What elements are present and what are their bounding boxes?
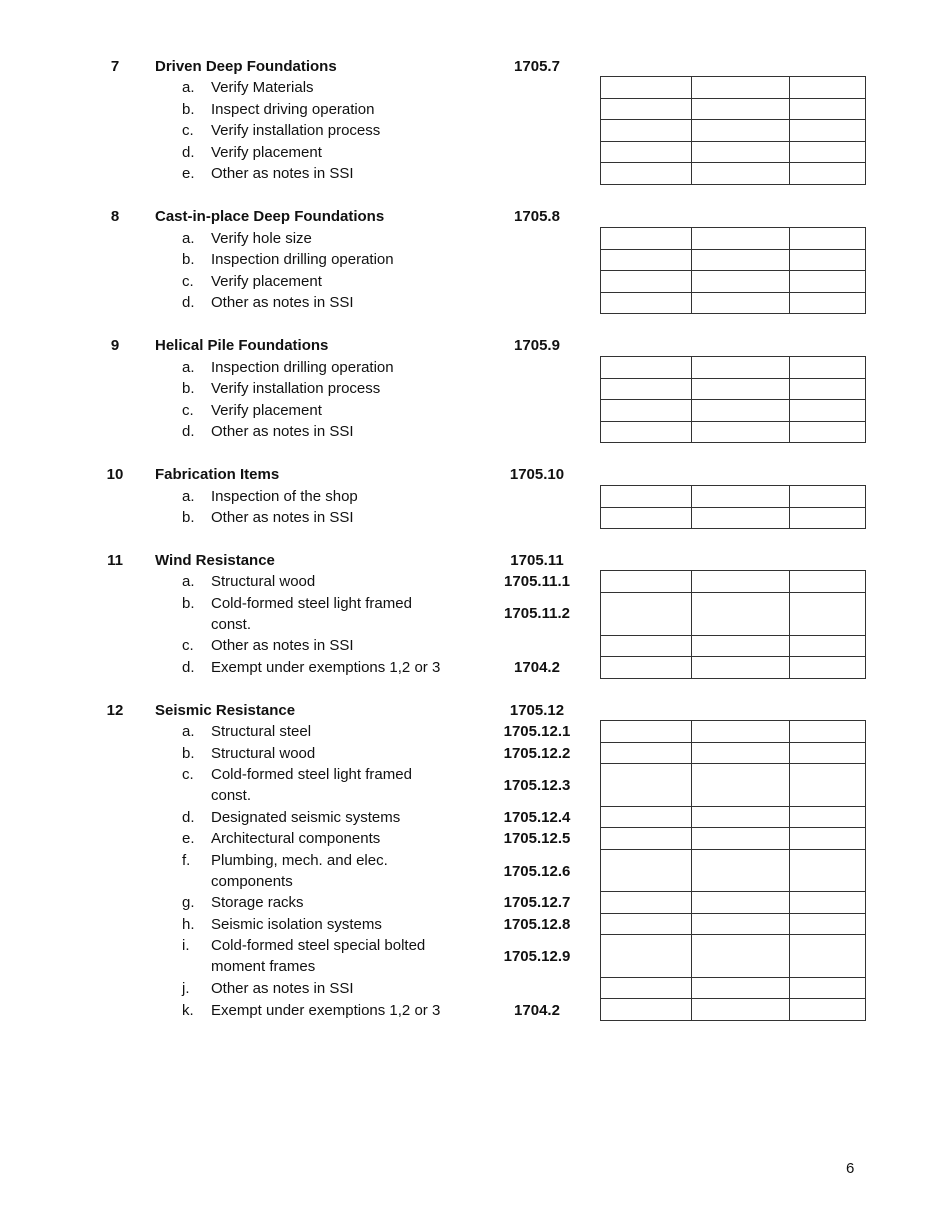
grid-cell[interactable] [790,486,866,507]
grid-cell[interactable] [790,142,866,162]
item-letter: d. [182,423,195,440]
item-code: 1705.12.2 [503,745,571,762]
item-text: Verify installation process [211,122,381,139]
grid-cell[interactable] [790,657,866,678]
item-text: Verify Materials [211,79,314,96]
grid-row [601,508,866,529]
grid-cell[interactable] [692,999,790,1020]
grid-cell[interactable] [692,293,790,313]
grid-cell[interactable] [692,892,790,913]
item-letter: a. [182,723,195,740]
item-text: Other as notes in SSI [211,294,354,311]
item-code: 1704.2 [514,659,560,676]
checkbox-grid [600,485,866,529]
section-code: 1705.11 [510,552,564,569]
grid-cell[interactable] [601,850,692,891]
section-title: Fabrication Items [155,466,280,483]
grid-cell[interactable] [790,422,866,442]
grid-row [601,914,866,935]
grid-cell[interactable] [790,120,866,141]
item-text: Exempt under exemptions 1,2 or 3 [211,1002,441,1019]
page-number: 6 [846,1160,855,1177]
item-letter: b. [182,745,195,762]
grid-row [601,142,866,163]
item-text: Other as notes in SSI [211,637,354,654]
grid-cell[interactable] [790,807,866,827]
checkbox-grid [600,76,866,185]
section-number: 11 [107,552,123,569]
grid-row [601,571,866,593]
section-number: 9 [110,337,120,354]
grid-row [601,120,866,142]
grid-cell[interactable] [790,978,866,998]
section-title: Wind Resistance [155,552,275,569]
grid-cell[interactable] [692,77,790,98]
grid-row [601,293,866,314]
grid-cell[interactable] [601,593,692,635]
grid-cell[interactable] [790,99,866,119]
grid-row [601,271,866,293]
grid-row [601,892,866,914]
item-letter: d. [182,294,195,311]
item-text: Cold-formed steel light framed const. [211,766,412,804]
item-text: Inspection of the shop [211,488,358,505]
item-text: Cold-formed steel special bolted moment frames [211,937,426,975]
grid-cell[interactable] [692,935,790,977]
item-letter: c. [182,122,194,139]
grid-cell[interactable] [692,357,790,378]
grid-cell[interactable] [692,636,790,656]
item-letter: c. [182,273,194,290]
item-text: Seismic isolation systems [211,916,382,933]
item-letter: c. [182,402,194,419]
item-text: Exempt under exemptions 1,2 or 3 [211,659,441,676]
section-title: Cast-in-place Deep Foundations [155,208,385,225]
grid-cell[interactable] [601,978,692,998]
grid-row [601,657,866,679]
grid-cell[interactable] [601,422,692,442]
grid-cell[interactable] [790,271,866,292]
grid-cell[interactable] [790,999,866,1020]
item-code: 1705.12.6 [503,863,571,880]
item-letter: a. [182,488,195,505]
grid-cell[interactable] [692,914,790,934]
section-title: Helical Pile Foundations [155,337,329,354]
grid-cell[interactable] [692,120,790,141]
grid-row [601,357,866,379]
grid-cell[interactable] [790,77,866,98]
grid-cell[interactable] [692,764,790,806]
grid-row [601,77,866,99]
grid-cell[interactable] [790,892,866,913]
grid-cell[interactable] [692,743,790,763]
item-code: 1705.12.9 [503,948,571,965]
item-letter: e. [182,165,195,182]
grid-cell[interactable] [692,271,790,292]
grid-cell[interactable] [601,163,692,184]
grid-cell[interactable] [692,228,790,249]
item-letter: h. [182,916,195,933]
item-code: 1705.12.3 [503,777,571,794]
item-letter: c. [182,637,194,654]
item-letter: a. [182,230,195,247]
item-letter: f. [182,852,191,869]
grid-row [601,163,866,185]
grid-cell[interactable] [790,721,866,742]
grid-cell[interactable] [692,807,790,827]
item-code: 1705.12.7 [503,894,571,911]
item-text: Other as notes in SSI [211,165,354,182]
item-text: Storage racks [211,894,304,911]
grid-cell[interactable] [790,379,866,399]
item-text: Structural wood [211,573,316,590]
section-number: 10 [106,466,124,483]
item-letter: a. [182,573,195,590]
section-code: 1705.12 [509,702,565,719]
grid-row [601,999,866,1021]
grid-cell[interactable] [790,228,866,249]
checkbox-grid [600,356,866,443]
item-code: 1705.11.2 [504,605,570,622]
grid-cell[interactable] [790,571,866,592]
item-text: Inspection drilling operation [211,359,394,376]
item-letter: b. [182,101,195,118]
checkbox-grid [600,570,866,679]
grid-row [601,99,866,120]
grid-cell[interactable] [601,293,692,313]
grid-cell[interactable] [601,721,692,742]
section-title: Driven Deep Foundations [155,58,337,75]
item-text: Cold-formed steel light framed const. [211,595,412,633]
grid-cell[interactable] [601,271,692,292]
grid-cell[interactable] [692,142,790,162]
grid-cell[interactable] [692,163,790,184]
grid-cell[interactable] [601,935,692,977]
grid-cell[interactable] [601,571,692,592]
grid-cell[interactable] [790,593,866,635]
grid-row [601,828,866,850]
grid-cell[interactable] [601,657,692,678]
grid-row [601,250,866,271]
grid-row [601,400,866,422]
item-letter: d. [182,809,195,826]
grid-cell[interactable] [790,250,866,270]
grid-cell[interactable] [601,142,692,162]
item-code: 1704.2 [514,1002,560,1019]
grid-cell[interactable] [692,571,790,592]
grid-cell[interactable] [790,914,866,934]
item-letter: k. [182,1002,194,1019]
section-number: 12 [106,702,124,719]
item-text: Other as notes in SSI [211,980,354,997]
grid-cell[interactable] [692,379,790,399]
item-letter: d. [182,144,195,161]
grid-row [601,379,866,400]
grid-cell[interactable] [790,743,866,763]
grid-cell[interactable] [601,77,692,98]
checkbox-grid [600,227,866,314]
grid-cell[interactable] [601,914,692,934]
item-text: Structural steel [211,723,312,740]
item-letter: i. [182,937,190,954]
grid-row [601,850,866,892]
item-text: Verify installation process [211,380,381,397]
grid-cell[interactable] [601,379,692,399]
grid-cell[interactable] [601,120,692,141]
grid-row [601,486,866,508]
grid-cell[interactable] [601,764,692,806]
grid-cell[interactable] [692,828,790,849]
item-text: Other as notes in SSI [211,509,354,526]
item-letter: a. [182,79,195,96]
grid-cell[interactable] [601,743,692,763]
grid-cell[interactable] [790,357,866,378]
grid-cell[interactable] [601,807,692,827]
item-letter: d. [182,659,195,676]
item-letter: b. [182,380,195,397]
grid-row [601,721,866,743]
grid-cell[interactable] [790,935,866,977]
grid-row [601,636,866,657]
grid-cell[interactable] [790,293,866,313]
item-letter: a. [182,359,195,376]
item-code: 1705.12.1 [503,723,571,740]
grid-cell[interactable] [601,99,692,119]
section-number: 7 [110,58,120,75]
item-letter: b. [182,509,195,526]
grid-cell[interactable] [601,508,692,528]
grid-row [601,422,866,443]
grid-cell[interactable] [692,99,790,119]
item-text: Inspection drilling operation [211,251,394,268]
grid-cell[interactable] [692,486,790,507]
section-code: 1705.8 [514,208,560,225]
item-text: Plumbing, mech. and elec. components [211,852,388,890]
item-text: Other as notes in SSI [211,423,354,440]
item-code: 1705.12.4 [503,809,571,826]
grid-cell[interactable] [601,999,692,1020]
grid-cell[interactable] [790,850,866,891]
grid-cell[interactable] [601,228,692,249]
grid-row [601,228,866,250]
item-letter: b. [182,251,195,268]
item-code: 1705.12.8 [503,916,571,933]
item-letter: c. [182,766,194,783]
checkbox-grid [600,720,866,1021]
grid-cell[interactable] [692,250,790,270]
grid-cell[interactable] [692,850,790,891]
item-text: Verify placement [211,273,322,290]
section-code: 1705.9 [514,337,560,354]
grid-cell[interactable] [692,721,790,742]
grid-row [601,764,866,807]
grid-cell[interactable] [790,163,866,184]
section-number: 8 [110,208,120,225]
grid-cell[interactable] [601,400,692,421]
grid-cell[interactable] [692,422,790,442]
grid-row [601,935,866,978]
grid-row [601,978,866,999]
item-text: Architectural components [211,830,381,847]
grid-cell[interactable] [601,357,692,378]
grid-cell[interactable] [692,400,790,421]
grid-cell[interactable] [601,892,692,913]
item-text: Verify hole size [211,230,312,247]
grid-row [601,743,866,764]
grid-cell[interactable] [790,764,866,806]
grid-cell[interactable] [790,400,866,421]
grid-cell[interactable] [601,250,692,270]
item-letter: j. [182,980,190,997]
grid-cell[interactable] [692,508,790,528]
grid-cell[interactable] [601,828,692,849]
item-text: Designated seismic systems [211,809,401,826]
grid-cell[interactable] [601,636,692,656]
grid-row [601,593,866,636]
grid-cell[interactable] [790,636,866,656]
grid-cell[interactable] [692,978,790,998]
item-letter: b. [182,595,195,612]
section-title: Seismic Resistance [155,702,296,719]
item-letter: g. [182,894,195,911]
grid-cell[interactable] [692,593,790,635]
item-text: Verify placement [211,402,322,419]
section-code: 1705.7 [514,58,560,75]
grid-cell[interactable] [790,828,866,849]
item-code: 1705.12.5 [503,830,571,847]
item-text: Verify placement [211,144,322,161]
item-text: Structural wood [211,745,316,762]
grid-cell[interactable] [601,486,692,507]
grid-row [601,807,866,828]
item-letter: e. [182,830,195,847]
grid-cell[interactable] [790,508,866,528]
grid-cell[interactable] [692,657,790,678]
item-code: 1705.11.1 [504,573,570,590]
item-text: Inspect driving operation [211,101,375,118]
section-code: 1705.10 [509,466,565,483]
